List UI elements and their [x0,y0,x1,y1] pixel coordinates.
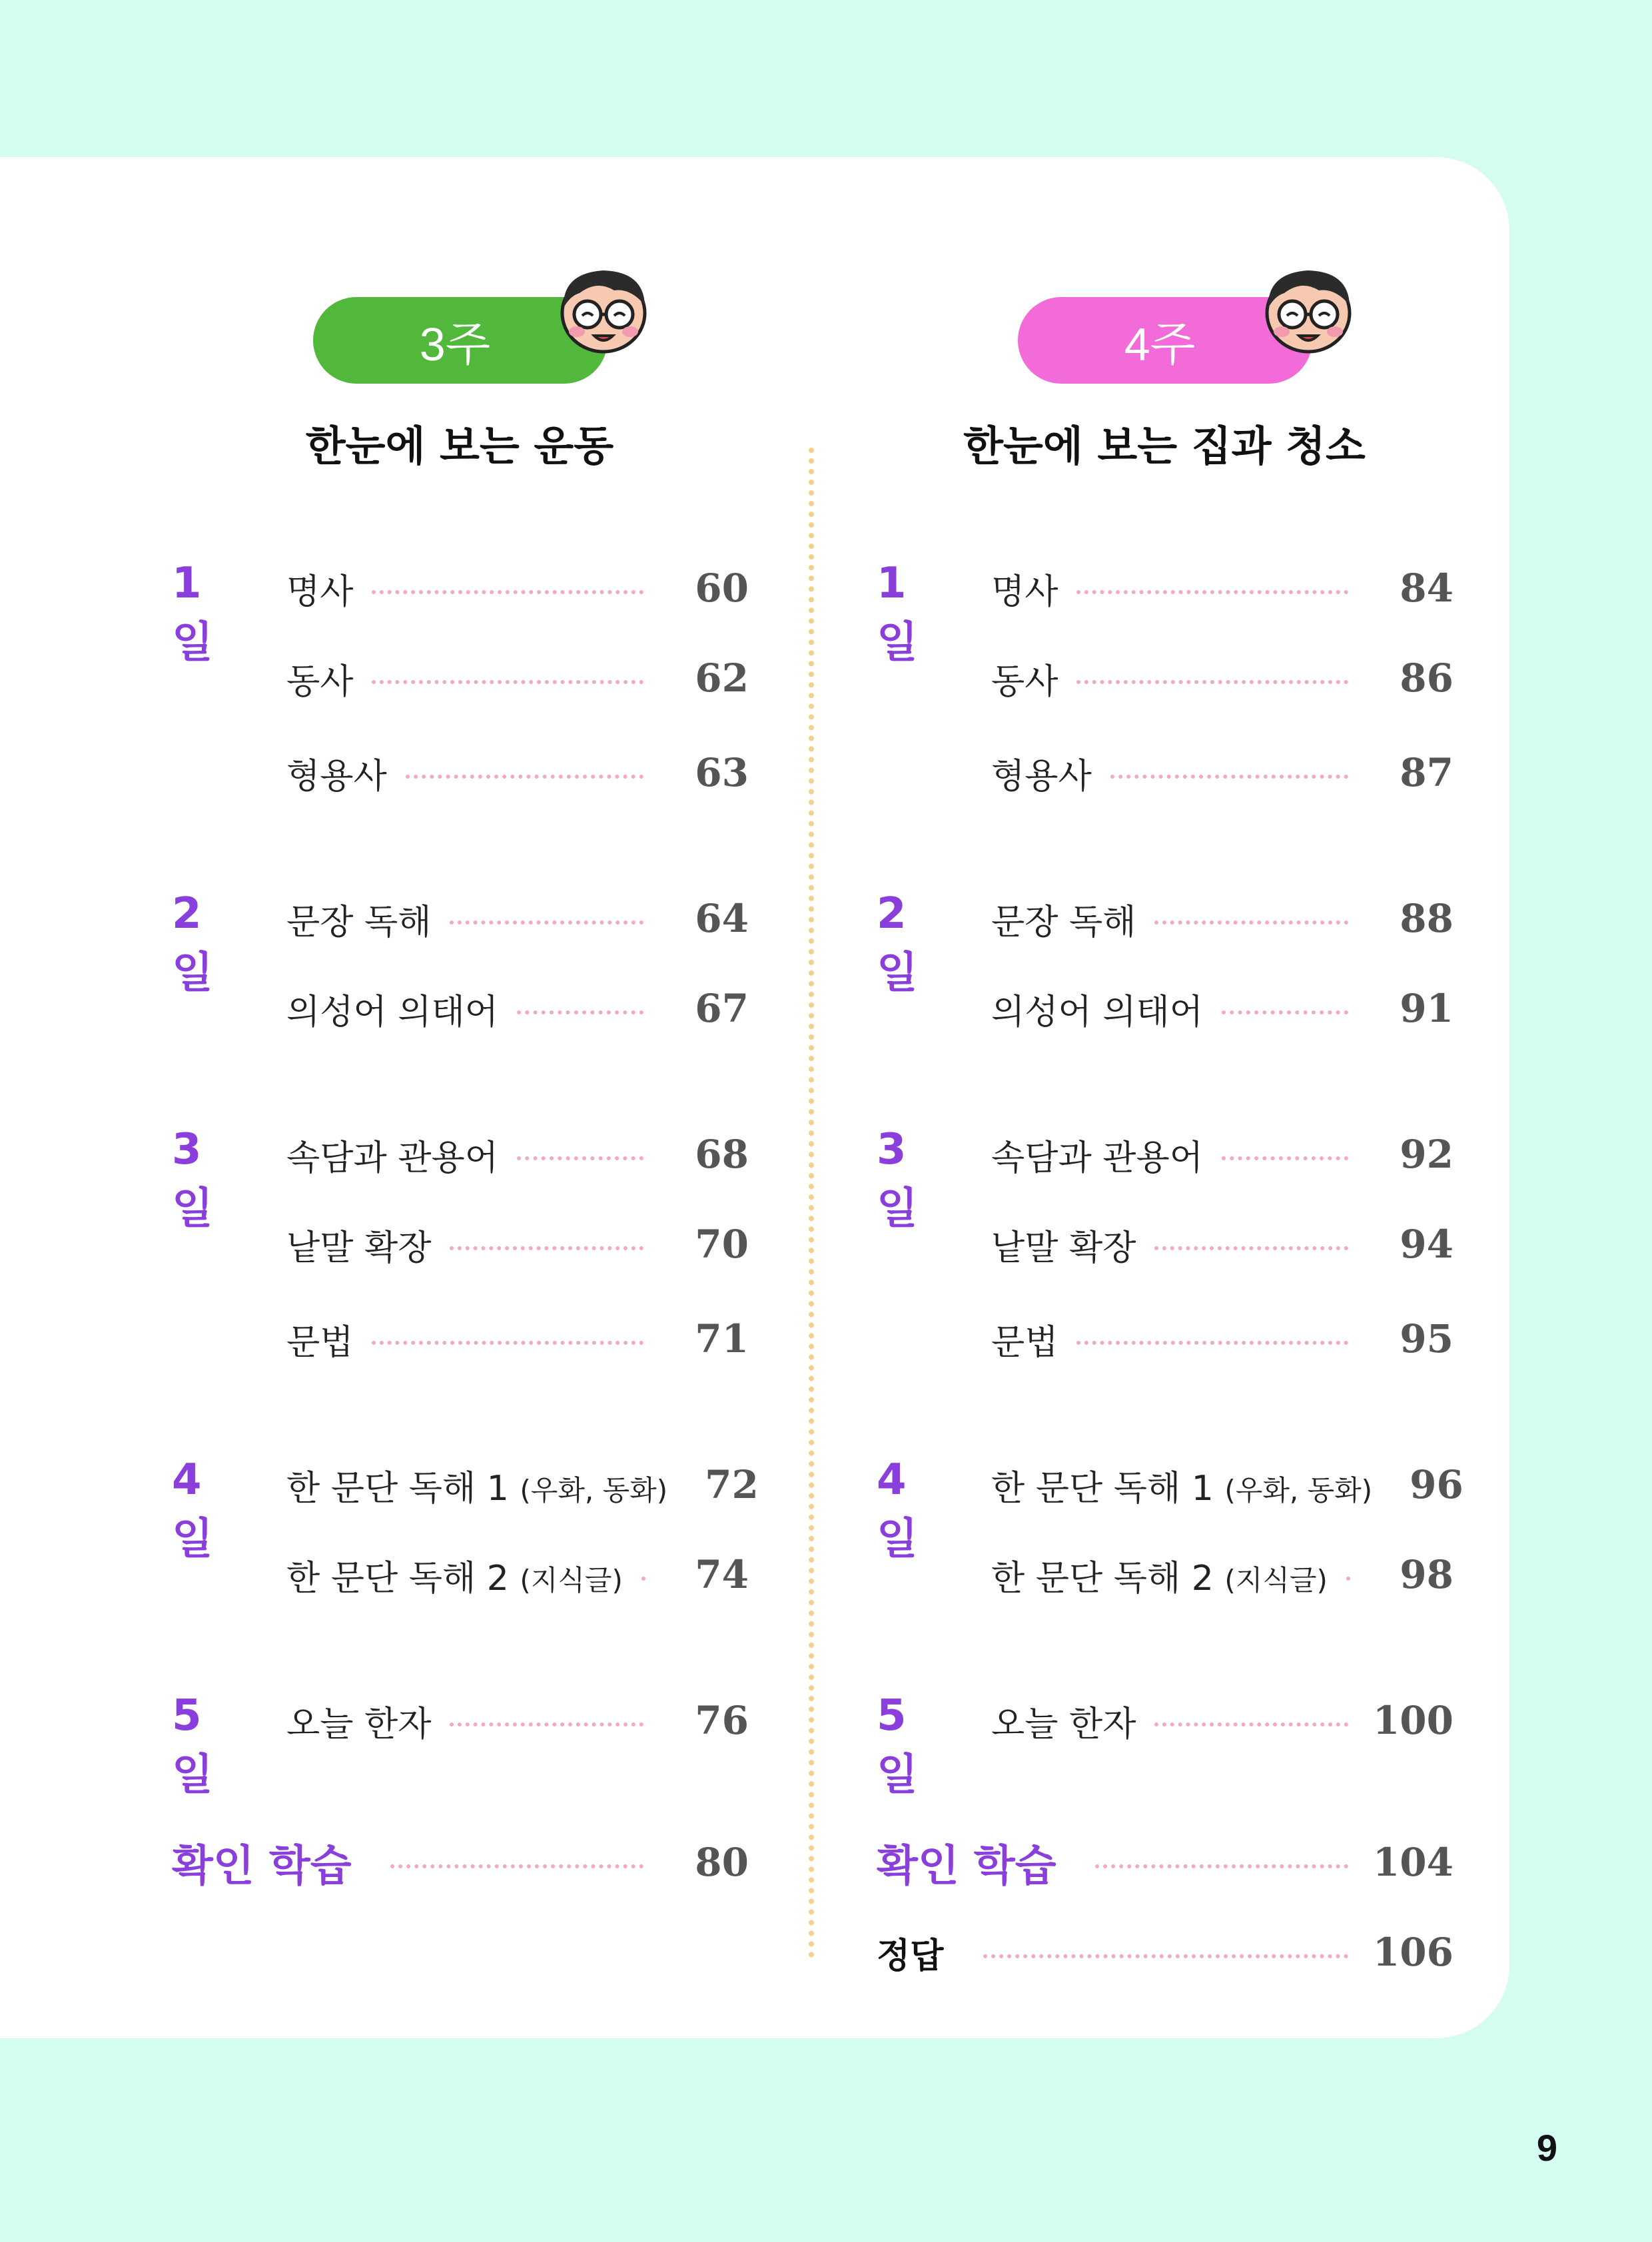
toc-entry-label: 한 문단 독해 1 (우화, 동화) [286,1468,668,1509]
toc-entry[interactable] [991,1128,1453,1181]
character-face [550,261,657,354]
toc-entry[interactable] [991,1458,1463,1511]
day-label: 2일 [172,889,213,998]
toc-entry-label: 동사 [286,661,354,702]
toc-entry-label: 형용사 [286,756,387,797]
toc-entry[interactable] [286,651,749,705]
day-label: 3일 [172,1125,213,1234]
toc-entry-label: 명사 [286,571,354,612]
toc-page-number: 80 [695,1840,749,1885]
toc-entry-label: 동사 [991,661,1058,702]
toc-entry-label: 의성어 의태어 [286,992,498,1032]
day-label: 1일 [877,559,918,667]
day-label: 5일 [172,1691,213,1800]
leader-dots [450,1246,643,1250]
day-label: 2일 [877,889,918,998]
toc-entry[interactable] [991,1312,1453,1365]
toc-entry-label: 오늘 한자 [286,1704,432,1744]
character-face [1255,261,1362,354]
toc-page-number: 96 [1410,1462,1463,1507]
toc-page-number: 64 [695,896,749,941]
toc-entry-label: 문법 [991,1322,1058,1363]
character-face-icon [1255,261,1362,354]
day-label: 4일 [172,1455,213,1564]
leader-dots [517,1010,643,1014]
toc-entry-label: 속담과 관용어 [286,1138,498,1178]
week-title: 한눈에 보는 운동 [305,422,614,470]
leader-dots [641,1577,643,1581]
toc-page-number: 74 [695,1552,749,1597]
toc-page-number: 106 [1372,1930,1453,1975]
leader-dots [450,1722,643,1726]
leader-dots [450,921,643,925]
toc-entry[interactable] [286,1128,749,1181]
toc-page-number: 88 [1400,896,1453,941]
toc-page-number: 62 [695,655,749,701]
toc-entry[interactable] [991,1694,1453,1747]
leader-dots [1076,1341,1348,1345]
review-label: 확인 학습 [172,1842,352,1891]
toc-entry-label: 의성어 의태어 [991,992,1203,1032]
toc-entry-label: 문법 [286,1322,354,1363]
toc-entry-label: 오늘 한자 [991,1704,1136,1744]
toc-entry[interactable] [991,982,1453,1035]
toc-entry-label: 문장 독해 [991,902,1136,942]
toc-entry[interactable] [991,561,1453,615]
toc-entry[interactable] [991,892,1453,945]
toc-entry[interactable] [286,1548,749,1601]
leader-dots [372,680,643,684]
toc-entry-note: (지식글) [1224,1563,1328,1597]
toc-entry[interactable] [991,651,1453,705]
leader-dots [983,1954,1348,1958]
toc-entry-label: 한 문단 독해 1 (우화, 동화) [991,1468,1373,1509]
leader-dots [1076,590,1348,594]
toc-entry-label: 문장 독해 [286,902,432,942]
toc-entry[interactable] [286,746,749,799]
leader-dots [1346,1577,1348,1581]
day-label: 1일 [172,559,213,667]
toc-page-number: 86 [1400,655,1453,701]
toc-entry-label: 낱말 확장 [991,1228,1136,1268]
toc-page-number: 98 [1400,1552,1453,1597]
toc-entry-label: 형용사 [991,756,1092,797]
leader-dots [1222,1156,1348,1160]
toc-page-number: 63 [695,750,749,795]
toc-entry-label: 한 문단 독해 2 (지식글) [286,1558,623,1599]
leader-dots [1154,921,1348,925]
review-entry[interactable] [172,1836,749,1889]
toc-entry-note: (지식글) [520,1563,623,1597]
toc-page-number: 95 [1400,1316,1453,1361]
toc-page-number: 84 [1400,565,1453,611]
toc-page-number: 104 [1372,1840,1453,1885]
day-label: 3일 [877,1125,918,1234]
toc-page-number: 67 [695,986,749,1031]
toc-page-number: 91 [1400,986,1453,1031]
page-number: 9 [1536,2127,1557,2169]
toc-entry[interactable] [286,1312,749,1365]
leader-dots [1076,680,1348,684]
toc-entry-label: 낱말 확장 [286,1228,432,1268]
leader-dots [1110,775,1348,779]
toc-entry-note: (우화, 동화) [520,1473,668,1507]
day-label: 4일 [877,1455,918,1564]
day-label: 5일 [877,1691,918,1800]
toc-page-number: 87 [1400,750,1453,795]
toc-page-number: 72 [705,1462,759,1507]
toc-entry[interactable] [286,1218,749,1271]
toc-page-number: 76 [695,1698,749,1743]
toc-entry[interactable] [286,561,749,615]
toc-page-number: 94 [1400,1222,1453,1267]
week-title: 한눈에 보는 집과 청소 [963,422,1366,470]
toc-entry-label: 속담과 관용어 [991,1138,1203,1178]
toc-entry-label: 한 문단 독해 2 (지식글) [991,1558,1328,1599]
leader-dots [390,1864,643,1868]
toc-entry[interactable] [991,746,1453,799]
toc-page-number: 100 [1372,1698,1453,1743]
toc-page-number: 60 [695,565,749,611]
leader-dots [372,590,643,594]
character-face-icon [550,261,657,354]
leader-dots [1222,1010,1348,1014]
review-label: 확인 학습 [877,1842,1056,1891]
toc-page-number: 68 [695,1132,749,1177]
toc-entry[interactable] [991,1548,1453,1601]
toc-page-number: 71 [695,1316,749,1361]
toc-entry-note: (우화, 동화) [1224,1473,1373,1507]
toc-entry[interactable] [286,982,749,1035]
toc-page-number: 70 [695,1222,749,1267]
toc-entry[interactable] [286,1694,749,1747]
toc-entry[interactable] [286,892,749,945]
answer-entry[interactable] [877,1926,1453,1979]
leader-dots [1154,1246,1348,1250]
toc-entry[interactable] [286,1458,759,1511]
toc-entry-label: 명사 [991,571,1058,612]
week-label: 4주 [1124,318,1196,370]
week-label: 3주 [419,318,491,370]
answer-label: 정답 [877,1936,944,1976]
column-divider [809,448,814,1958]
leader-dots [1154,1722,1348,1726]
leader-dots [406,775,643,779]
toc-entry[interactable] [991,1218,1453,1271]
review-entry[interactable] [877,1836,1453,1889]
leader-dots [517,1156,643,1160]
leader-dots [1095,1864,1348,1868]
leader-dots [372,1341,643,1345]
toc-page-number: 92 [1400,1132,1453,1177]
